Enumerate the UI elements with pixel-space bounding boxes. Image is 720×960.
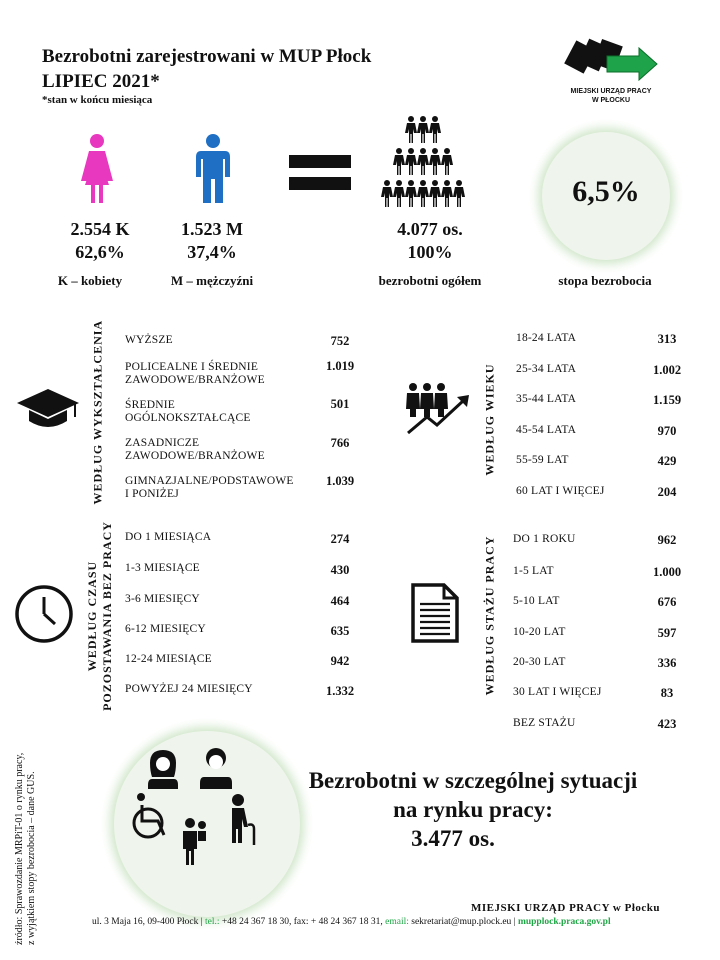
page-title: [42, 44, 371, 94]
duration-row-2-value: 430: [330, 563, 350, 577]
education-row-3-label: [125, 399, 251, 425]
logo-text-1: MIEJSKI URZĄD PRACY: [570, 88, 652, 95]
experience-heading: WEDŁUG STAŻU PRACY: [482, 535, 497, 696]
education-heading: WEDŁUG WYKSZTAŁCENIA: [90, 319, 105, 505]
education-row-2-label-b: ZAWODOWE/BRANŻOWE: [125, 374, 265, 386]
woman-icon: [76, 133, 118, 205]
education-row-3-label-a: ŚREDNIE: [125, 399, 175, 411]
total-percent: 100%: [407, 242, 453, 262]
footer-website-link[interactable]: mupplock.praca.gov.pl: [517, 917, 611, 927]
duration-heading: [85, 521, 115, 711]
source-line-2: z wyjątkiem stopy bezrobocia – dane GUS.: [26, 771, 37, 945]
special-groups-icons: [128, 745, 288, 875]
experience-row-1-value: 962: [657, 533, 677, 547]
men-summary: [162, 218, 262, 264]
footer-email[interactable]: sekretariat@mup.plock.eu: [408, 917, 512, 927]
age-row-4-value: 970: [657, 424, 677, 438]
age-row-1-value: 313: [657, 332, 677, 346]
age-heading: WEDŁUG WIEKU: [482, 363, 497, 476]
footer-org: MIEJSKI URZĄD PRACY w Płocku: [471, 902, 660, 914]
experience-row-2-label: 1-5 LAT: [513, 565, 554, 577]
experience-row-7-value: 423: [657, 717, 677, 731]
experience-row-3-value: 676: [657, 595, 677, 609]
education-row-2-label: [125, 361, 265, 387]
age-row-6-value: 204: [657, 485, 677, 499]
education-row-5-label: [125, 475, 294, 501]
women-label: K – kobiety: [57, 273, 123, 288]
experience-row-4-label: 10-20 LAT: [513, 626, 566, 638]
source-line-1: źródło: Sprawozdanie MRPiT-01 o rynku pracy,: [14, 752, 25, 945]
experience-row-2-value: 1.000: [652, 565, 682, 579]
graduation-cap-icon: [15, 387, 81, 431]
footnote: *stan w końcu miesiąca: [42, 94, 153, 106]
elderly-icon: [232, 794, 254, 845]
duration-row-2-label: 1-3 MIESIĄCE: [125, 562, 200, 574]
women-count: 2.554 K: [70, 219, 130, 239]
experience-row-4-value: 597: [657, 626, 677, 640]
education-row-4-label: [125, 437, 265, 463]
education-row-2-value: 1.019: [325, 359, 355, 373]
man-icon: [192, 133, 234, 205]
education-row-4-value: 766: [330, 436, 350, 450]
source-note: [14, 753, 38, 945]
footer-tel-label: tel.:: [205, 917, 220, 927]
total-label: bezrobotni ogółem: [378, 273, 482, 288]
age-row-3-value: 1.159: [652, 393, 682, 407]
age-row-4-label: 45-54 LATA: [516, 424, 577, 436]
education-row-5-value: 1.039: [325, 474, 355, 488]
experience-row-1-label: DO 1 ROKU: [513, 533, 576, 545]
experience-row-3-label: 5-10 LAT: [513, 595, 560, 607]
men-count: 1.523 M: [181, 219, 243, 239]
special-line-2: na rynku pracy:: [393, 797, 553, 822]
experience-row-6-value: 83: [660, 686, 674, 700]
footer-tel: +48 24 367 18 30, fax: + 48 24 367 18 31,: [219, 917, 386, 927]
title-line-2: LIPIEC 2021*: [42, 71, 160, 92]
duration-row-1-value: 274: [330, 532, 350, 546]
experience-row-5-value: 336: [657, 656, 677, 670]
logo-cards-arrow-icon: [561, 38, 661, 82]
age-row-2-label: 25-34 LATA: [516, 363, 577, 375]
footer-address: ul. 3 Maja 16, 09-400 Płock: [92, 917, 199, 927]
education-row-5-label-b: I PONIŻEJ: [125, 488, 179, 500]
duration-row-5-label: 12-24 MIESIĄCE: [125, 653, 212, 665]
title-line-1: Bezrobotni zarejestrowani w MUP Płock: [42, 46, 372, 67]
special-situation-block: [300, 766, 646, 853]
special-count: 3.477 os.: [411, 826, 495, 851]
education-row-3-label-b: OGÓLNOKSZTAŁCĄCE: [125, 412, 251, 424]
duration-row-5-value: 942: [330, 654, 350, 668]
experience-row-7-label: BEZ STAŻU: [513, 717, 576, 729]
mup-logo: [556, 38, 666, 105]
education-row-1-value: 752: [330, 334, 350, 348]
footer-contact: ul. 3 Maja 16, 09-400 Płock | tel.: +48 24 367 18 30, fax: + 48 24 367 18 31, email: sekretariat@mup.plock.eu | mupplock.praca.gov.pl: [92, 917, 611, 927]
total-summary: [370, 218, 490, 264]
education-row-2-label-a: POLICEALNE I ŚREDNIE: [125, 361, 259, 373]
education-row-3-value: 501: [330, 397, 350, 411]
unemployment-rate-value: 6,5%: [572, 175, 640, 208]
wheelchair-head-icon: [137, 793, 145, 801]
crowd-pyramid-icon: [380, 116, 466, 210]
duration-heading-line-2: POZOSTAWANIA BEZ PRACY: [100, 521, 114, 711]
duration-row-3-label: 3-6 MIESIĘCY: [125, 593, 200, 605]
education-row-5-label-a: GIMNAZJALNE/PODSTAWOWE: [125, 475, 294, 487]
education-row-4-label-a: ZASADNICZE: [125, 437, 200, 449]
young-woman-icon: [148, 750, 178, 789]
duration-row-4-value: 635: [330, 624, 350, 638]
young-man-icon: [200, 748, 232, 789]
rate-label: stopa bezrobocia: [558, 273, 652, 288]
logo-text-2: W PŁOCKU: [591, 97, 631, 104]
duration-row-6-label: POWYŻEJ 24 MIESIĘCY: [125, 683, 253, 695]
age-row-3-label: 35-44 LATA: [516, 393, 577, 405]
parent-child-icon: [183, 818, 206, 865]
duration-row-1-label: DO 1 MIESIĄCA: [125, 531, 212, 543]
total-count: 4.077 os.: [397, 219, 463, 239]
education-row-4-label-b: ZAWODOWE/BRANŻOWE: [125, 450, 265, 462]
document-icon: [410, 582, 460, 644]
age-row-2-value: 1.002: [652, 363, 682, 377]
duration-heading-line-1: WEDŁUG CZASU: [85, 560, 99, 672]
age-row-6-label: 60 LAT I WIĘCEJ: [516, 485, 605, 497]
experience-row-6-label: 30 LAT I WIĘCEJ: [513, 686, 602, 698]
equals-icon: [289, 155, 351, 191]
duration-row-6-value: 1.332: [325, 684, 355, 698]
men-label: M – mężczyźni: [170, 273, 254, 288]
duration-row-4-label: 6-12 MIESIĘCY: [125, 623, 206, 635]
women-summary: [50, 218, 150, 264]
wheelchair-icon: [134, 805, 164, 837]
experience-row-5-label: 20-30 LAT: [513, 656, 566, 668]
clock-icon: [14, 584, 74, 644]
duration-row-3-value: 464: [330, 594, 350, 608]
age-row-5-label: 55-59 LAT: [516, 454, 569, 466]
age-row-1-label: 18-24 LATA: [516, 332, 577, 344]
footer-email-label: email:: [385, 917, 409, 927]
people-growth-icon: [405, 381, 471, 437]
women-percent: 62,6%: [75, 242, 125, 262]
education-row-1-label: WYŻSZE: [125, 334, 173, 346]
age-row-5-value: 429: [657, 454, 677, 468]
men-percent: 37,4%: [187, 242, 237, 262]
special-line-1: Bezrobotni w szczególnej sytuacji: [308, 768, 638, 793]
